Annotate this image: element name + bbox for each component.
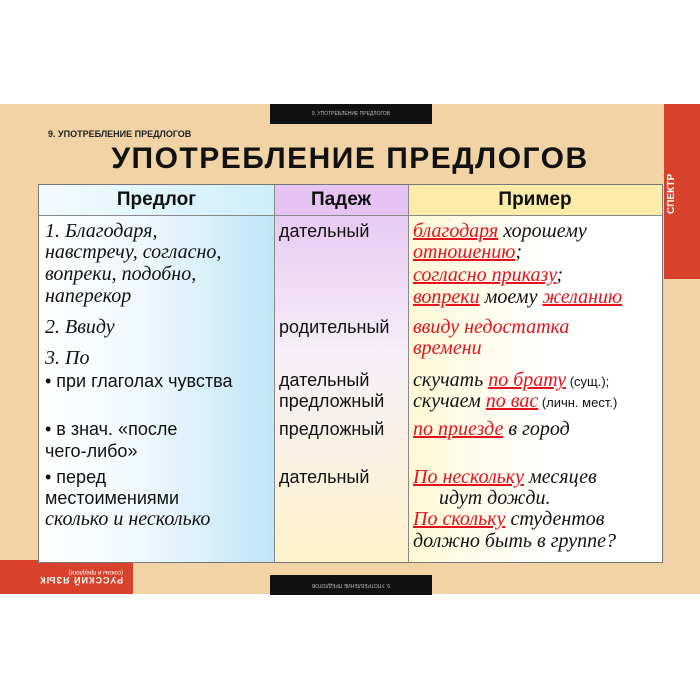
example-highlight: По нескольку xyxy=(413,466,525,488)
example-text xyxy=(413,221,587,241)
publisher-logo: СПЕКТР xyxy=(666,173,677,214)
case-text: предложный xyxy=(279,419,385,439)
poster xyxy=(0,104,700,594)
example-text xyxy=(413,287,622,307)
case-text: дательный xyxy=(279,370,370,390)
preposition-text: навстречу, согласно, xyxy=(45,241,222,263)
example-highlight: желанию xyxy=(542,286,623,308)
example-text xyxy=(413,419,570,439)
column-divider xyxy=(408,185,409,562)
header-case: Падеж xyxy=(274,185,408,215)
example-highlight: отношению xyxy=(413,241,516,263)
example-text xyxy=(413,467,597,487)
preposition-text: 1. Благодаря, xyxy=(45,220,158,242)
preposition-text: чего-либо» xyxy=(45,441,138,461)
case-text: дательный xyxy=(279,221,370,241)
example-text xyxy=(413,391,617,413)
case-text: родительный xyxy=(279,317,390,337)
column-divider xyxy=(274,185,275,562)
poster-label: 9. УПОТРЕБЛЕНИЕ ПРЕДЛОГОВ xyxy=(48,129,192,139)
series-tag xyxy=(0,560,133,594)
example-highlight: По скольку xyxy=(413,508,506,530)
example-rest: студентов xyxy=(505,508,605,530)
example-rest: ; xyxy=(556,264,563,286)
example-rest: моему xyxy=(479,286,543,308)
preposition-text: • перед xyxy=(45,467,107,487)
bottom-tab: 9. УПОТРЕБЛЕНИЕ ПРЕДЛОГОВ xyxy=(270,575,432,595)
header-example: Пример xyxy=(408,185,662,215)
example-highlight: времени xyxy=(413,337,482,359)
example-highlight: ввиду недостатка xyxy=(413,316,570,338)
example-note: (личн. мест.) xyxy=(538,395,618,410)
series-tag-subtitle: (союзы и предлоги) xyxy=(68,569,123,575)
example-highlight: по приезде xyxy=(413,418,504,440)
example-highlight: благодаря xyxy=(413,220,499,242)
top-tab: 9. УПОТРЕБЛЕНИЕ ПРЕДЛОГОВ xyxy=(270,104,432,124)
example-highlight: по брату xyxy=(488,369,567,391)
preposition-text: наперекор xyxy=(45,285,132,307)
example-text xyxy=(413,242,522,262)
preposition-text: • в знач. «после xyxy=(45,419,178,439)
preposition-text: • при глаголах чувства xyxy=(45,371,233,391)
case-text: дательный xyxy=(279,467,370,487)
example-text xyxy=(413,370,609,392)
example-rest: скучать xyxy=(413,369,489,391)
example-text: должно быть в группе? xyxy=(413,530,616,552)
example-highlight: согласно приказу xyxy=(413,264,557,286)
prepositions-table xyxy=(38,184,663,563)
example-text: идут дожди. xyxy=(439,487,551,509)
preposition-text: сколько и несколько xyxy=(45,508,211,530)
example-highlight: по вас xyxy=(485,390,539,412)
page-title: УПОТРЕБЛЕНИЕ ПРЕДЛОГОВ xyxy=(111,142,589,175)
publisher-strip xyxy=(664,104,700,279)
example-rest: хорошему xyxy=(498,220,587,242)
header-divider xyxy=(39,215,662,216)
example-note: (сущ.); xyxy=(566,374,610,389)
example-rest: скучаем xyxy=(413,390,486,412)
preposition-text: 2. Ввиду xyxy=(45,316,115,338)
example-text xyxy=(413,509,604,529)
preposition-text: 3. По xyxy=(45,347,90,369)
header-preposition: Предлог xyxy=(39,185,274,215)
example-highlight: вопреки xyxy=(413,286,480,308)
preposition-text: вопреки, подобно, xyxy=(45,263,197,285)
example-text xyxy=(413,265,563,285)
example-rest: ; xyxy=(515,241,523,263)
preposition-text: местоимениями xyxy=(45,488,180,508)
example-rest: месяцев xyxy=(524,466,597,488)
case-text: предложный xyxy=(279,391,385,411)
series-tag-title: РУССКИЙ ЯЗЫК xyxy=(39,575,123,585)
example-rest: в город xyxy=(503,418,570,440)
